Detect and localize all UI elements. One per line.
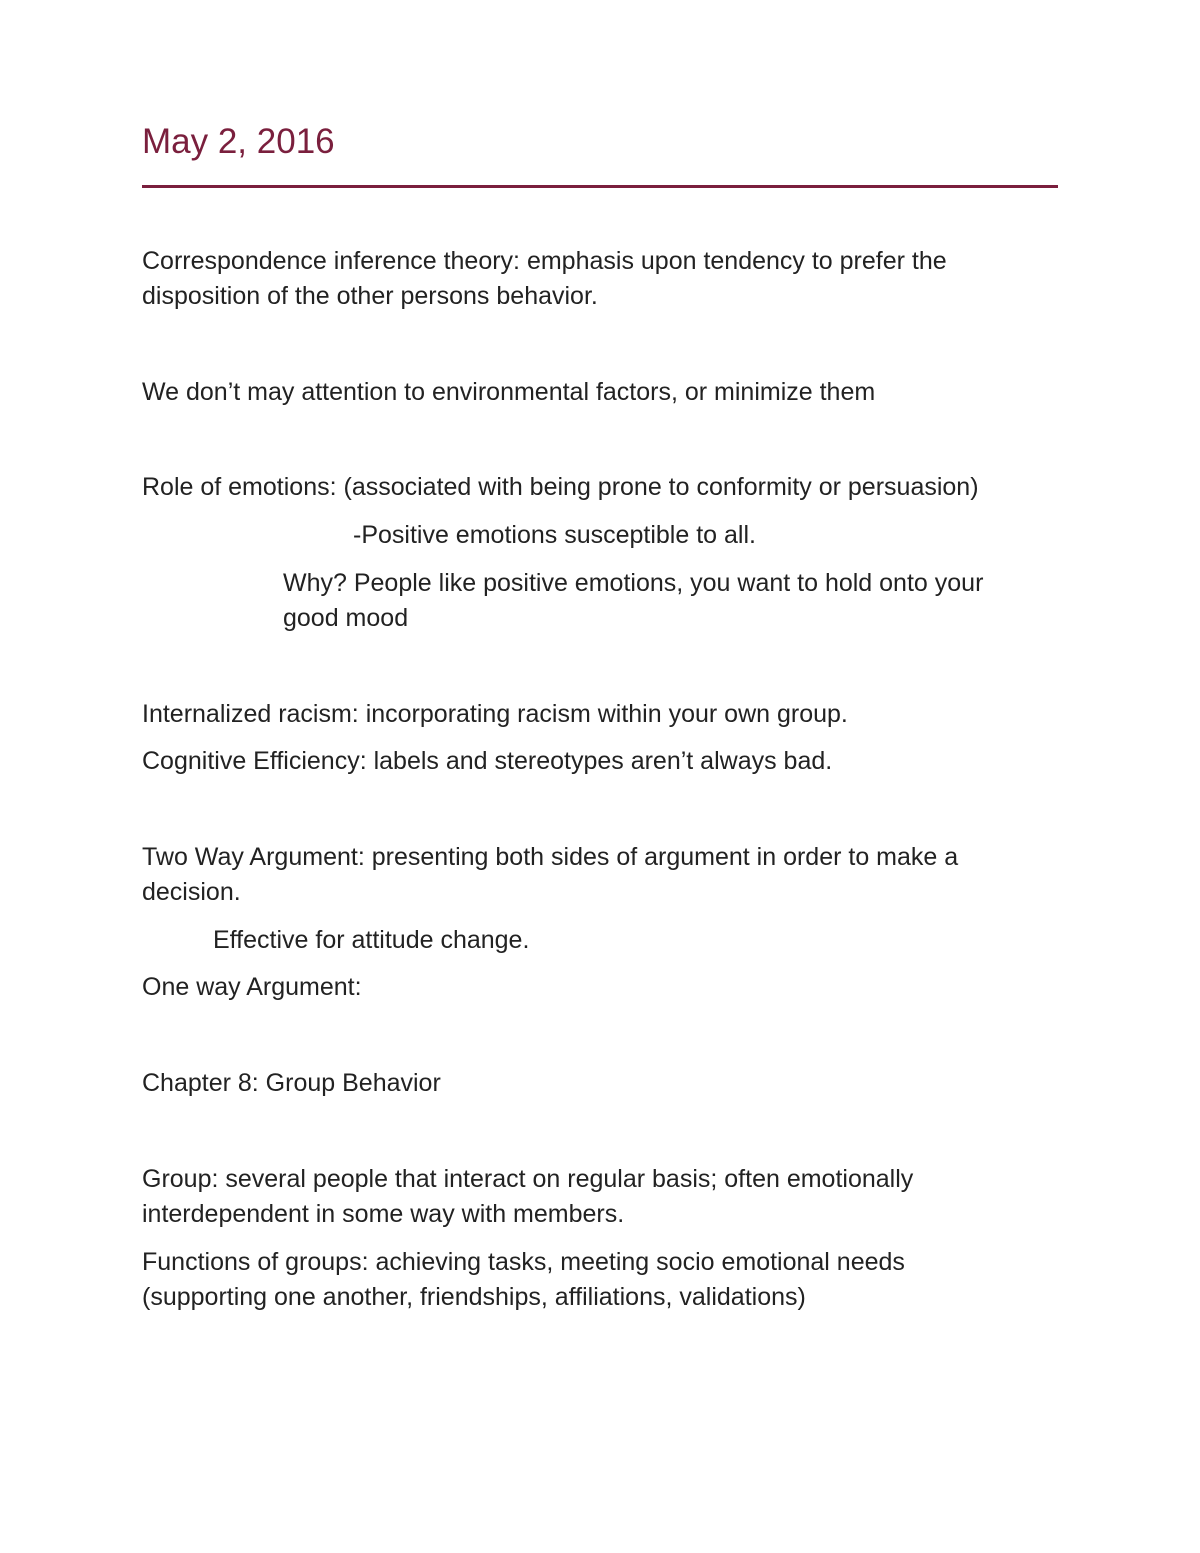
note-two-way-line-1: Two Way Argument: presenting both sides of argument in order to make a <box>142 843 959 871</box>
note-environmental: We don’t may attention to environmental factors, or minimize them <box>142 378 876 406</box>
page-title-date: May 2, 2016 <box>142 122 335 161</box>
note-functions-line-2: (supporting one another, friendships, affiliations, validations) <box>142 1283 806 1311</box>
note-group-line-1: Group: several people that interact on regular basis; often emotionally <box>142 1165 914 1193</box>
note-two-way-line-2: decision. <box>142 878 241 906</box>
note-correspondence-line-2: disposition of the other persons behavior. <box>142 282 598 310</box>
title-divider <box>142 185 1058 188</box>
note-one-way: One way Argument: <box>142 973 362 1001</box>
note-emotions-title: Role of emotions: (associated with being prone to conformity or persuasion) <box>142 473 979 501</box>
note-correspondence-line-1: Correspondence inference theory: emphasis upon tendency to prefer the <box>142 247 947 275</box>
note-emotions-positive: -Positive emotions susceptible to all. <box>353 521 756 549</box>
note-group-line-2: interdependent in some way with members. <box>142 1200 625 1228</box>
note-two-way-effective: Effective for attitude change. <box>213 926 530 954</box>
note-emotions-why-line-2: good mood <box>283 604 409 632</box>
note-cognitive-efficiency: Cognitive Efficiency: labels and stereotypes aren’t always bad. <box>142 747 833 775</box>
note-internalized-racism: Internalized racism: incorporating racism within your own group. <box>142 700 848 728</box>
note-emotions-why-line-1: Why? People like positive emotions, you want to hold onto your <box>283 569 984 597</box>
note-functions-line-1: Functions of groups: achieving tasks, meeting socio emotional needs <box>142 1248 905 1276</box>
note-chapter-heading: Chapter 8: Group Behavior <box>142 1069 441 1097</box>
